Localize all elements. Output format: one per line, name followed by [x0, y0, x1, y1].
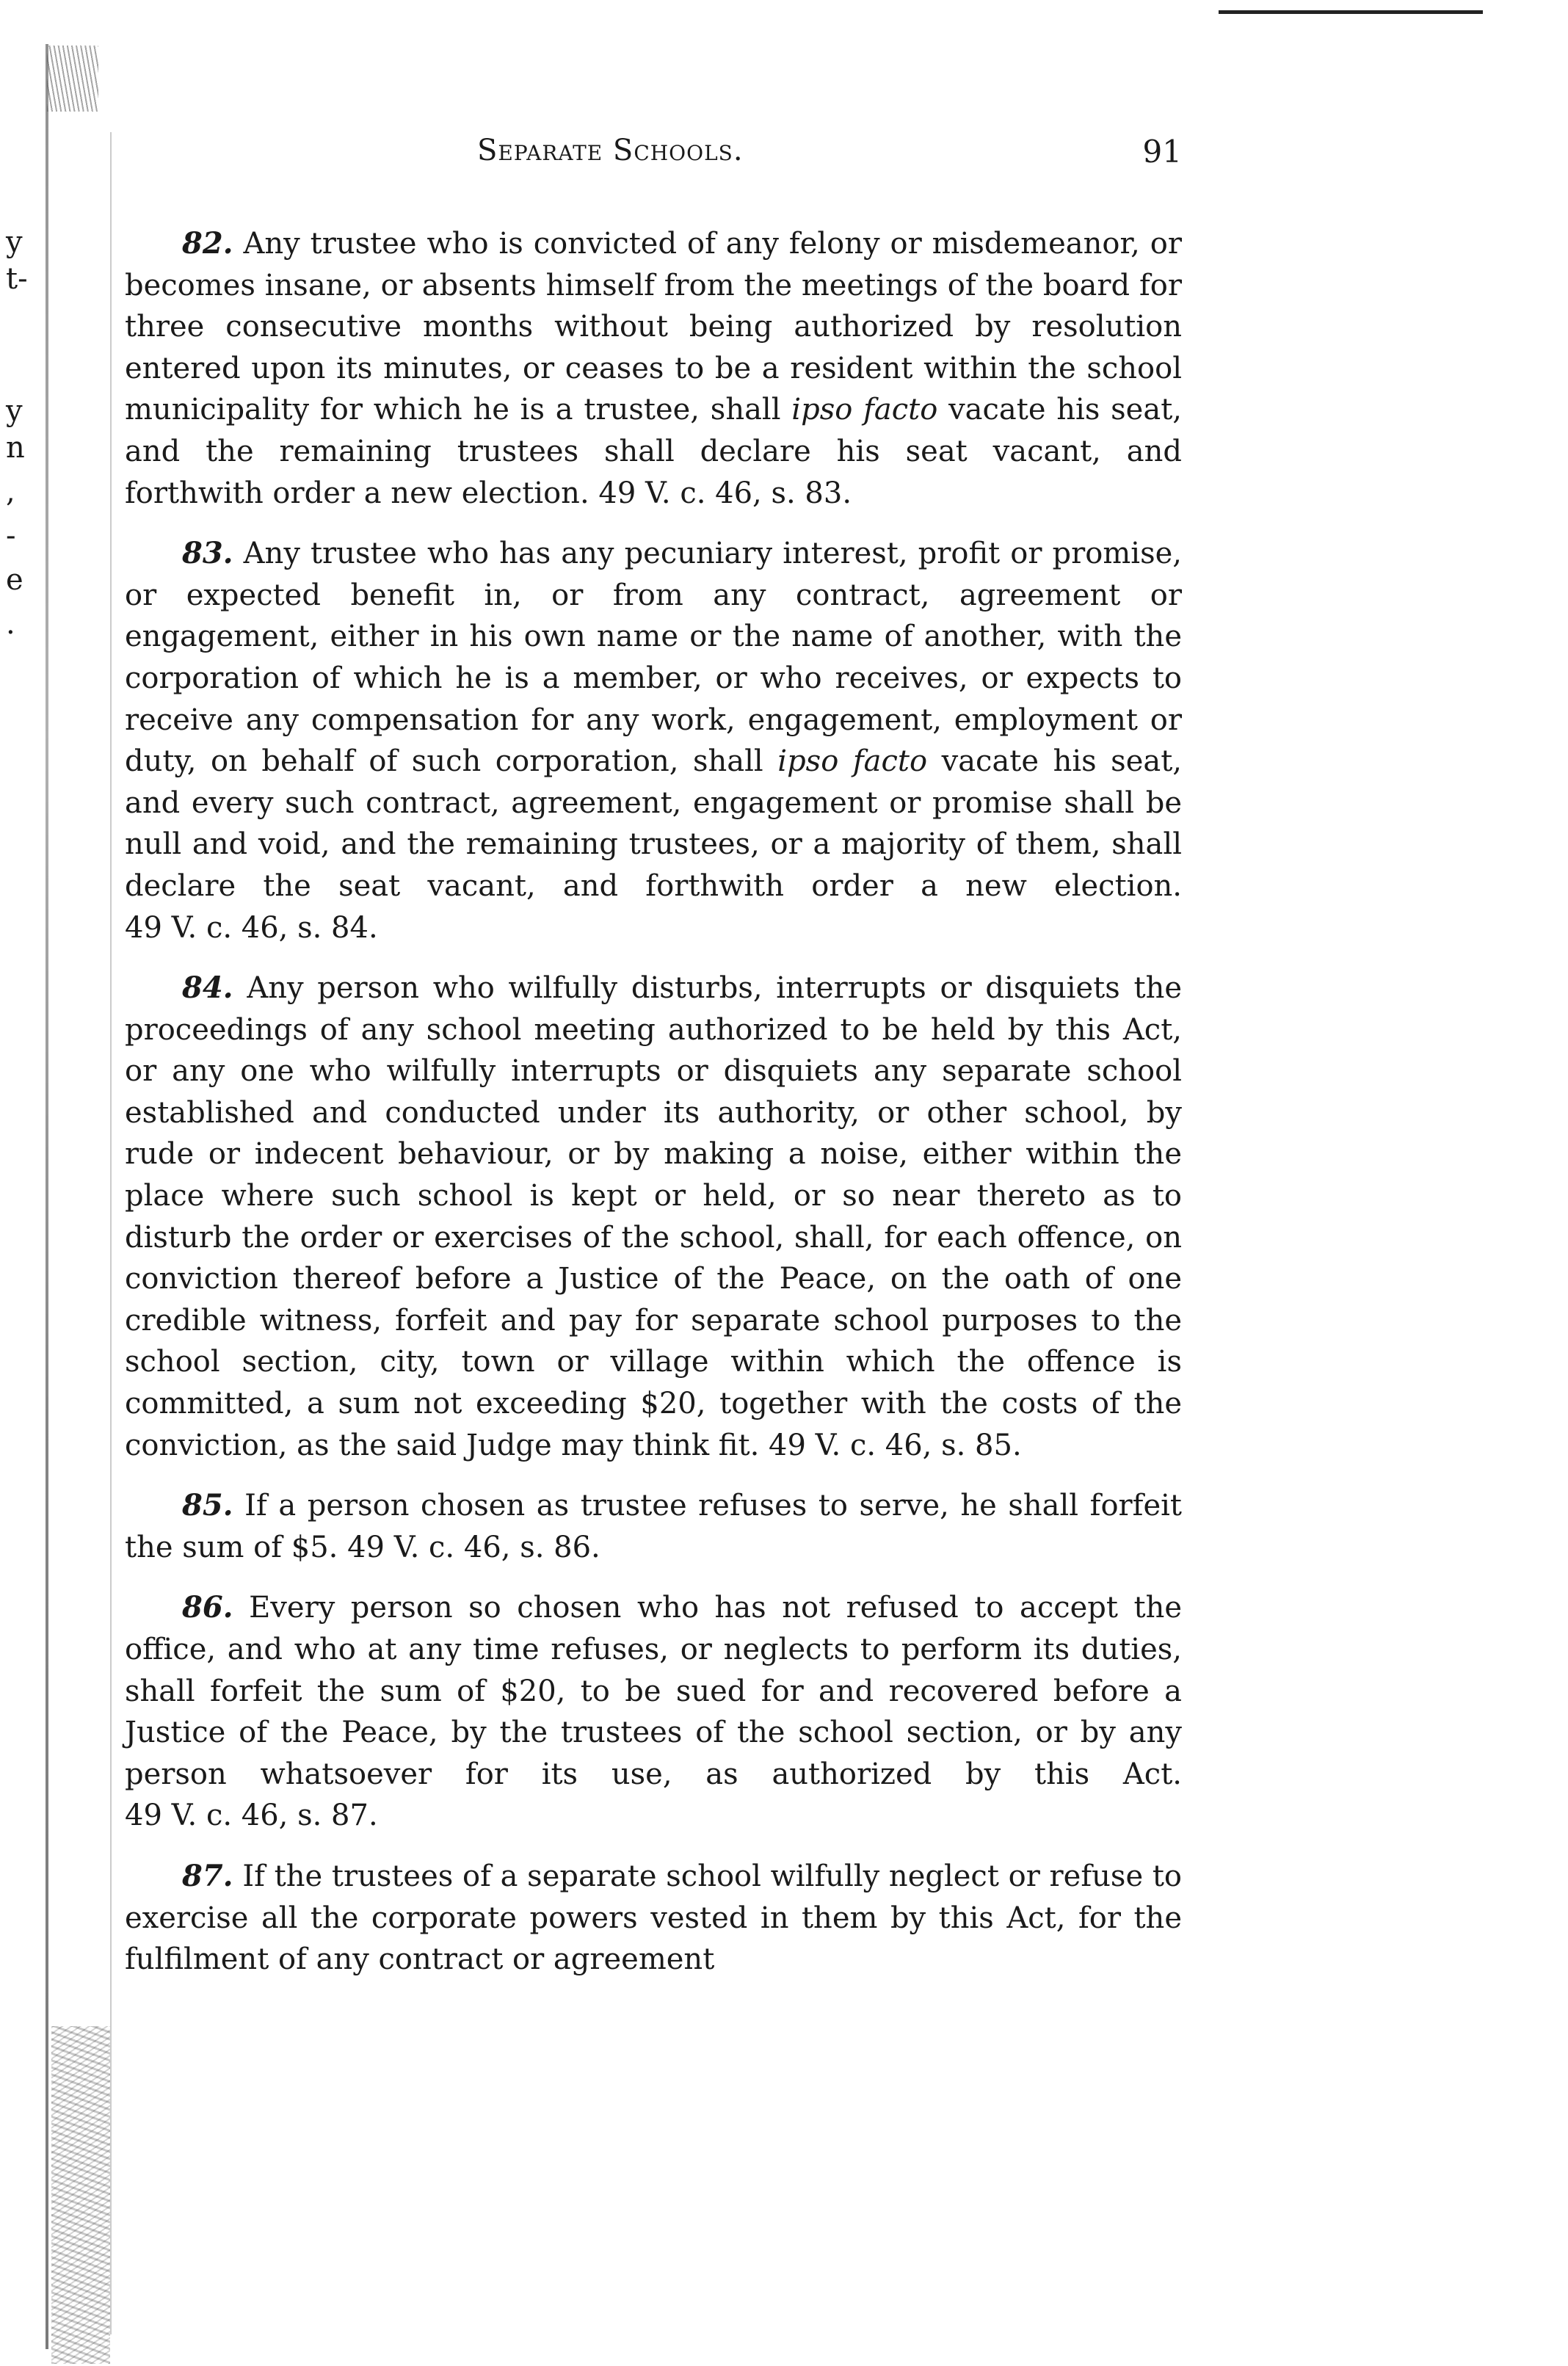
page-number: 91 [1142, 134, 1182, 170]
section-83 [125, 533, 1182, 948]
binding-smudge [51, 2026, 110, 2364]
margin-fragment: y [6, 394, 23, 428]
section-text: Any person who wilfully disturbs, interrupts or disquiets the proceedings of any school meeting authorized to be held by this Act, or any one who wilfully interrupts or disquiets any separate school established and conducted under its authority, or other school, by rude or indecent behaviour, or by making a noise, either within the place where such school is kept or held, or so near thereto as to disturb the order or exercises of the school, shall, for each offence, on conviction thereof before a Justice of the Peace, on the oath of one credible witness, forfeit and pay for separate school purposes to the school section, city, town or village within which the offence is committed, a sum not exceeding $20, together with the costs of the conviction, as the said Judge may think fit. [125, 971, 1183, 1462]
section-84 [125, 968, 1182, 1466]
section-number: 83. [182, 536, 233, 571]
binding-edge [46, 44, 48, 2349]
section-number: 85. [182, 1488, 233, 1523]
page-title: Separate Schools. [477, 134, 744, 167]
page-body [125, 223, 1182, 2000]
section-italic-text: ipso facto [777, 744, 928, 779]
margin-fragment: , [6, 475, 15, 509]
section-number: 87. [182, 1858, 233, 1893]
margin-fragment: e [6, 563, 23, 597]
section-italic-text: ipso facto [791, 393, 938, 427]
margin-fragment: y [6, 225, 23, 259]
section-text: Any trustee who is convicted of any felony or misdemeanor, or becomes insane, or absents himself from the meetings of the board for three consecutive months without being authorized by resolution entered upon its minutes, or ceases to be a resident within the school municipality for which he is a trustee, shall [125, 227, 1183, 427]
section-citation: 49 V. c. 46, s. 87. [125, 1799, 378, 1833]
section-82 [125, 223, 1182, 514]
binding-corner-mark [47, 46, 98, 112]
margin-fragment: t- [6, 262, 28, 296]
section-text-continued: vacate his seat, and every such contract, agreement, engagement or promise shall be null and void, and the remaining trustees, or a majority of them, shall declare the seat vacant, and forthwith order a new election. [125, 744, 1183, 903]
section-number: 82. [182, 226, 233, 261]
margin-fragment: . [6, 607, 15, 641]
binding-shadow-line [110, 132, 112, 2334]
section-citation: 49 V. c. 46, s. 83. [598, 476, 852, 510]
section-citation: 49 V. c. 46, s. 86. [347, 1530, 600, 1564]
section-87 [125, 1856, 1182, 1981]
section-text: If the trustees of a separate school wilfully neglect or refuse to exercise all the corporate powers vested in them by this Act, for the fulfilment of any contract or agreement [125, 1859, 1182, 1977]
section-text: Any trustee who has any pecuniary interest, profit or promise, or expected benefit in, or from any contract, agreement or engagement, either in his own name or the name of another, with the corporation of which he is a member, or who receives, or expects to receive any compensation for any work, engagement, employment or duty, on behalf of such corporation, shall [125, 537, 1182, 779]
margin-fragment: - [6, 519, 16, 553]
margin-fragment: n [6, 431, 25, 465]
section-citation: 49 V. c. 46, s. 85. [769, 1428, 1022, 1462]
section-text-continued: vacate his seat, and the remaining trustees shall declare his seat vacant, and forthwith order a new election. [125, 393, 1182, 510]
section-citation: 49 V. c. 46, s. 84. [125, 910, 378, 945]
section-86 [125, 1587, 1182, 1837]
section-text: If a person chosen as trustee refuses to serve, he shall forfeit the sum of $5. [125, 1489, 1183, 1564]
section-text: Every person so chosen who has not refused to accept the office, and who at any time refuses, or neglects to perform its duties, shall forfeit the sum of $20, to be sued for and recovered before a Justice of the Peace, by the trustees of the school section, or by any person whatsoever for its use, as authorized by this Act. [125, 1591, 1182, 1791]
section-number: 86. [182, 1590, 233, 1625]
top-rule [1219, 10, 1483, 14]
section-number: 84. [182, 970, 233, 1006]
section-85 [125, 1485, 1182, 1568]
running-header [125, 134, 1182, 178]
